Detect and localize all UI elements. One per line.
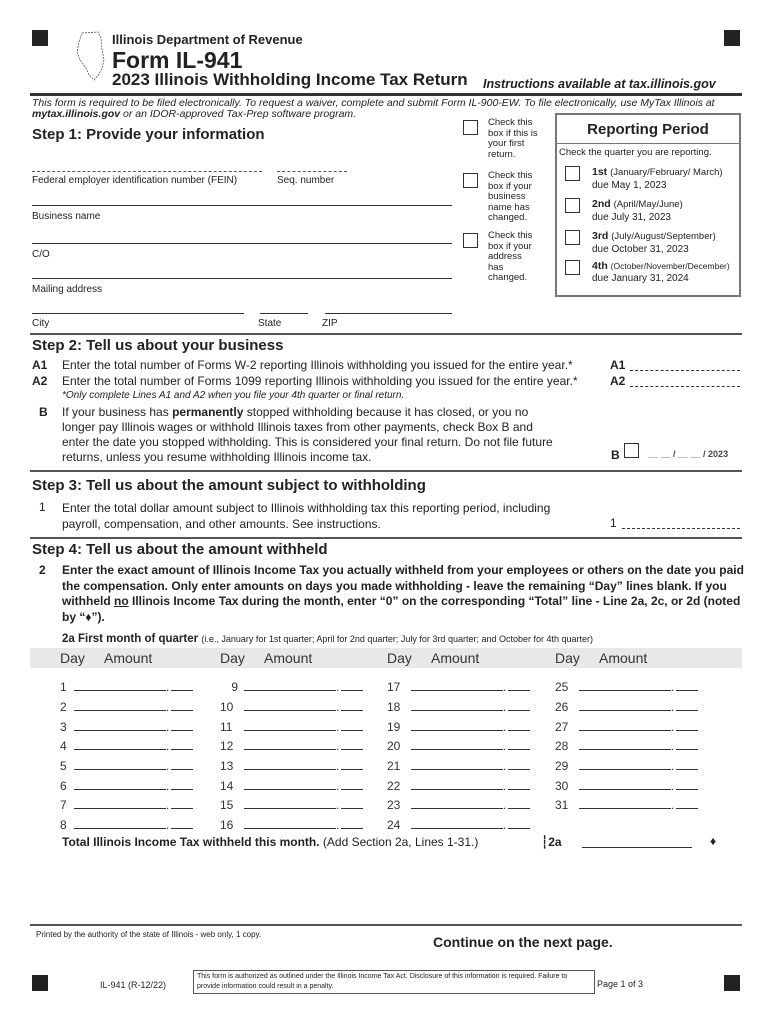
day-column-header: Day — [220, 650, 245, 666]
day-number: 7 — [60, 798, 67, 812]
registration-mark — [724, 975, 740, 991]
amount-dollars-input[interactable] — [411, 701, 503, 711]
day-number: 10 — [220, 700, 234, 714]
amount-dollars-input[interactable] — [579, 740, 671, 750]
a2-field-label: A2 — [610, 374, 626, 388]
day-amount-row[interactable]: 12 . — [220, 739, 363, 753]
day-amount-row[interactable]: 18 . — [387, 700, 530, 714]
day-amount-row[interactable]: 17 . — [387, 680, 530, 694]
amount-dollars-input[interactable] — [74, 721, 166, 731]
continue-note: Continue on the next page. — [433, 934, 613, 950]
page-number: Page 1 of 3 — [597, 979, 644, 989]
amount-cents-input[interactable] — [508, 701, 530, 711]
day-number: 3 — [60, 720, 67, 734]
day-number: 19 — [387, 720, 401, 734]
amount-cents-input[interactable] — [508, 681, 530, 691]
address-changed-label: Check this box if your address has changed. — [488, 230, 533, 283]
day-amount-row[interactable]: 16 . — [220, 818, 363, 832]
amount-dollars-input[interactable] — [74, 701, 166, 711]
day-amount-row[interactable]: 13 . — [220, 759, 363, 773]
amount-column-header: Amount — [264, 650, 313, 666]
amount-cents-input[interactable] — [676, 780, 698, 790]
diamond-icon: ♦ — [710, 834, 717, 848]
amount-cents-input[interactable] — [508, 799, 530, 809]
amount-dollars-input[interactable] — [74, 780, 166, 790]
day-number: 9 — [231, 680, 238, 694]
total-text: Total Illinois Income Tax withheld this month. (Add Section 2a, Lines 1-31.) — [62, 835, 479, 849]
amount-dollars-input[interactable] — [74, 760, 166, 770]
amount-cents-input[interactable] — [676, 760, 698, 770]
seq-number-input[interactable] — [277, 160, 347, 172]
day-number: 27 — [555, 720, 569, 734]
day-number: 28 — [555, 739, 569, 753]
amount-dollars-input[interactable] — [411, 799, 503, 809]
zip-input[interactable] — [325, 302, 452, 314]
amount-cents-input[interactable] — [171, 819, 193, 829]
amount-dollars-input[interactable] — [244, 780, 336, 790]
b-field-label: B — [611, 448, 620, 462]
name-changed-label: Check this box if your business name has changed. — [488, 170, 533, 223]
a1-input[interactable] — [630, 358, 740, 371]
day-amount-row[interactable]: 2 . — [60, 700, 193, 714]
amount-cents-input[interactable] — [171, 760, 193, 770]
day-number: 21 — [387, 759, 401, 773]
line2-text: Enter the exact amount of Illinois Income Tax you actually withheld from your employees or others on the date you paid the compensation. Only enter amounts on days you made withholding - leave the remaining “Day” lines blank. If you withheld no Illinois Income Tax during the month, enter “0” on the corresponding “Total” line - Line 2a, 2c, or 2d (noted by “♦”). — [62, 563, 744, 624]
instructions-link[interactable]: Instructions available at tax.illinois.gov — [483, 77, 716, 91]
day-number: 13 — [220, 759, 234, 773]
day-number: 12 — [220, 739, 234, 753]
amount-dollars-input[interactable] — [74, 681, 166, 691]
amount-dollars-input[interactable] — [244, 681, 336, 691]
co-label: C/O — [32, 249, 50, 260]
step3-title: Step 3: Tell us about the amount subject to withholding — [32, 477, 426, 494]
a2-text: Enter the total number of Forms 1099 reporting Illinois withholding you issued for the entire year.* — [62, 374, 578, 388]
first-return-checkbox[interactable] — [463, 120, 478, 135]
amount-column-header: Amount — [104, 650, 153, 666]
section-2a-header: 2a First month of quarter (i.e., January for 1st quarter; April for 2nd quarter; July for 3rd quarter; and October for 4th quarter) — [62, 633, 594, 645]
a1-text: Enter the total number of Forms W-2 reporting Illinois withholding you issued for the entire year.* — [62, 358, 573, 372]
quarter-2-checkbox[interactable] — [565, 198, 580, 213]
intro-text: This form is required to be filed electronically. To request a waiver, complete and submit Form IL-900-EW. To file electronically, use MyTax Illinois at mytax.illinois.gov or an IDOR-approved Tax-Prep software program. — [32, 97, 715, 120]
amount-cents-input[interactable] — [341, 681, 363, 691]
mailing-address-label: Mailing address — [32, 284, 103, 295]
quarter-3-checkbox[interactable] — [565, 230, 580, 245]
day-number: 18 — [387, 700, 401, 714]
a-note: *Only complete Lines A1 and A2 when you file your 4th quarter or final return. — [62, 390, 405, 401]
day-amount-row[interactable]: 14 . — [220, 779, 363, 793]
amount-cents-input[interactable] — [171, 721, 193, 731]
day-amount-row[interactable]: 22 . — [387, 779, 530, 793]
amount-dollars-input[interactable] — [244, 740, 336, 750]
line1-field-label: 1 — [610, 516, 617, 530]
total-2a-input[interactable] — [582, 835, 692, 848]
day-amount-row[interactable]: 1 . — [60, 680, 193, 694]
step4-title: Step 4: Tell us about the amount withheld — [32, 541, 328, 558]
day-amount-row[interactable]: 6 . — [60, 779, 193, 793]
amount-cents-input[interactable] — [676, 681, 698, 691]
amount-dollars-input[interactable] — [411, 721, 503, 731]
fein-input[interactable] — [32, 160, 262, 172]
registration-mark — [32, 975, 48, 991]
day-number: 24 — [387, 818, 401, 832]
day-amount-row[interactable]: 28 . — [555, 739, 698, 753]
day-number: 15 — [220, 798, 234, 812]
amount-cents-input[interactable] — [171, 681, 193, 691]
day-amount-row[interactable]: 5 . — [60, 759, 193, 773]
a1-field-label: A1 — [610, 358, 626, 372]
day-number: 11 — [220, 720, 233, 734]
b-text: If your business has permanently stopped withholding because it has closed, or you no longer pay Illinois wages or withhold Illinois taxes from other payments, check Box B and enter the date you stopped withholding. This is considered your final return. Do not file future returns, unless you resume withholding Illinois income tax. — [62, 405, 553, 464]
reporting-period-subtitle: Check the quarter you are reporting. — [559, 147, 712, 158]
amount-cents-input[interactable] — [508, 721, 530, 731]
registration-mark — [724, 30, 740, 46]
day-amount-row[interactable]: 20 . — [387, 739, 530, 753]
day-number: 31 — [555, 798, 569, 812]
day-amount-row[interactable]: 23 . — [387, 798, 530, 812]
a2-code: A2 — [32, 374, 48, 388]
printed-authority: Printed by the authority of the state of Illinois - web only, 1 copy. — [36, 930, 262, 939]
day-column-header: Day — [555, 650, 580, 666]
day-number: 29 — [555, 759, 569, 773]
amount-cents-input[interactable] — [171, 701, 193, 711]
day-number: 6 — [60, 779, 67, 793]
form-title: 2023 Illinois Withholding Income Tax Return — [112, 70, 468, 89]
amount-dollars-input[interactable] — [244, 799, 336, 809]
amount-cents-input[interactable] — [341, 701, 363, 711]
day-amount-row[interactable]: 31 . — [555, 798, 698, 812]
amount-dollars-input[interactable] — [244, 721, 336, 731]
business-name-input[interactable] — [32, 194, 452, 206]
total-2a-label: ┆2a — [541, 835, 562, 849]
b-date-input[interactable]: __ __ / __ __ / 2023 — [648, 449, 729, 459]
quarter-4-checkbox[interactable] — [565, 260, 580, 275]
day-number: 22 — [387, 779, 401, 793]
amount-cents-input[interactable] — [508, 819, 530, 829]
day-amount-row[interactable]: 10 . — [220, 700, 363, 714]
illinois-outline-logo — [74, 30, 108, 82]
day-amount-row[interactable]: 19 . — [387, 720, 530, 734]
amount-dollars-input[interactable] — [411, 780, 503, 790]
amount-cents-input[interactable] — [341, 760, 363, 770]
amount-cents-input[interactable] — [171, 780, 193, 790]
amount-cents-input[interactable] — [676, 740, 698, 750]
amount-cents-input[interactable] — [341, 799, 363, 809]
day-amount-row[interactable]: 9 . — [220, 680, 363, 694]
box-b-checkbox[interactable] — [624, 443, 639, 458]
co-input[interactable] — [32, 232, 452, 244]
business-name-label: Business name — [32, 211, 101, 222]
amount-dollars-input[interactable] — [579, 780, 671, 790]
amount-cents-input[interactable] — [171, 799, 193, 809]
day-column-header: Day — [387, 650, 412, 666]
b-code: B — [39, 405, 48, 419]
amount-dollars-input[interactable] — [74, 799, 166, 809]
day-amount-row[interactable]: 21 . — [387, 759, 530, 773]
day-amount-row[interactable]: 8 . — [60, 818, 193, 832]
day-amount-row[interactable]: 7 . — [60, 798, 193, 812]
amount-dollars-input[interactable] — [244, 819, 336, 829]
amount-dollars-input[interactable] — [579, 681, 671, 691]
city-label: City — [32, 318, 50, 329]
legal-notice: This form is authorized as outlined under the Illinois Income Tax Act. Disclosure of this information is required. Failure to provide information could result in a penalty. — [193, 970, 595, 994]
registration-mark — [32, 30, 48, 46]
mytax-link[interactable]: mytax.illinois.gov — [32, 108, 121, 120]
day-number: 2 — [60, 700, 67, 714]
amount-column-header: Amount — [431, 650, 480, 666]
amount-dollars-input[interactable] — [74, 819, 166, 829]
day-amount-row[interactable]: 24 . — [387, 818, 530, 832]
day-amount-row[interactable]: 25 . — [555, 680, 698, 694]
amount-cents-input[interactable] — [171, 740, 193, 750]
day-amount-row[interactable]: 26 . — [555, 700, 698, 714]
day-number: 23 — [387, 798, 401, 812]
day-number: 14 — [220, 779, 234, 793]
amount-cents-input[interactable] — [341, 721, 363, 731]
day-column-header: Day — [60, 650, 85, 666]
state-label: State — [258, 318, 282, 329]
amount-dollars-input[interactable] — [579, 799, 671, 809]
amount-cents-input[interactable] — [508, 760, 530, 770]
line1-code: 1 — [39, 500, 46, 514]
amount-cents-input[interactable] — [341, 780, 363, 790]
day-amount-row[interactable]: 15 . — [220, 798, 363, 812]
mailing-address-input[interactable] — [32, 267, 452, 279]
day-number: 30 — [555, 779, 569, 793]
amount-dollars-input[interactable] — [244, 701, 336, 711]
day-number: 26 — [555, 700, 569, 714]
step2-title: Step 2: Tell us about your business — [32, 337, 284, 354]
agency-name: Illinois Department of Revenue — [112, 32, 303, 47]
day-number: 17 — [387, 680, 401, 694]
day-number: 16 — [220, 818, 234, 832]
reporting-period-title: Reporting Period — [587, 121, 709, 138]
city-input[interactable] — [32, 302, 244, 314]
amount-cents-input[interactable] — [341, 819, 363, 829]
address-changed-checkbox[interactable] — [463, 233, 478, 248]
day-number: 25 — [555, 680, 569, 694]
amount-dollars-input[interactable] — [579, 760, 671, 770]
name-changed-checkbox[interactable] — [463, 173, 478, 188]
amount-column-header: Amount — [599, 650, 648, 666]
fein-label: Federal employer identification number (FEIN) — [32, 175, 238, 186]
day-amount-row[interactable]: 4 . — [60, 739, 193, 753]
line1-input[interactable] — [622, 516, 740, 529]
amount-dollars-input[interactable] — [411, 819, 503, 829]
a2-input[interactable] — [630, 374, 740, 387]
form-id: IL-941 (R-12/22) — [100, 980, 167, 990]
day-amount-row[interactable]: 30 . — [555, 779, 698, 793]
line1-text: Enter the total dollar amount subject to Illinois withholding tax this reporting period, including payroll, compensation, and other amounts. See instructions. — [62, 501, 551, 531]
amount-cents-input[interactable] — [676, 721, 698, 731]
a1-code: A1 — [32, 358, 48, 372]
amount-dollars-input[interactable] — [579, 701, 671, 711]
amount-dollars-input[interactable] — [74, 740, 166, 750]
day-number: 1 — [60, 680, 67, 694]
day-amount-row[interactable]: 3 . — [60, 720, 193, 734]
day-number: 4 — [60, 739, 67, 753]
day-amount-row[interactable]: 11 . — [220, 720, 363, 734]
amount-cents-input[interactable] — [676, 799, 698, 809]
first-return-label: Check this box if this is your first return. — [488, 117, 538, 160]
quarter-1-checkbox[interactable] — [565, 166, 580, 181]
zip-label: ZIP — [322, 318, 338, 329]
day-amount-row[interactable]: 27 . — [555, 720, 698, 734]
step1-title: Step 1: Provide your information — [32, 126, 265, 143]
form-number: Form IL-941 — [112, 47, 243, 73]
amount-dollars-input[interactable] — [244, 760, 336, 770]
amount-dollars-input[interactable] — [579, 721, 671, 731]
state-input[interactable] — [260, 302, 308, 314]
line2-code: 2 — [39, 563, 46, 577]
amount-cents-input[interactable] — [508, 780, 530, 790]
day-number: 20 — [387, 739, 401, 753]
day-amount-row[interactable]: 29 . — [555, 759, 698, 773]
amount-cents-input[interactable] — [676, 701, 698, 711]
seq-label: Seq. number — [277, 175, 335, 186]
day-number: 8 — [60, 818, 67, 832]
amount-cents-input[interactable] — [508, 740, 530, 750]
amount-dollars-input[interactable] — [411, 740, 503, 750]
amount-cents-input[interactable] — [341, 740, 363, 750]
reporting-period-box: Reporting Period Check the quarter you are reporting. 1st (January/February/ March) due May 1, 2023 2nd (April/May/June) due July 31, 2023 3rd (July/August/September) due October 31, 2023 4th (October/November/December) due January 31, 2024 — [555, 113, 741, 297]
amount-dollars-input[interactable] — [411, 681, 503, 691]
amount-dollars-input[interactable] — [411, 760, 503, 770]
day-number: 5 — [60, 759, 67, 773]
